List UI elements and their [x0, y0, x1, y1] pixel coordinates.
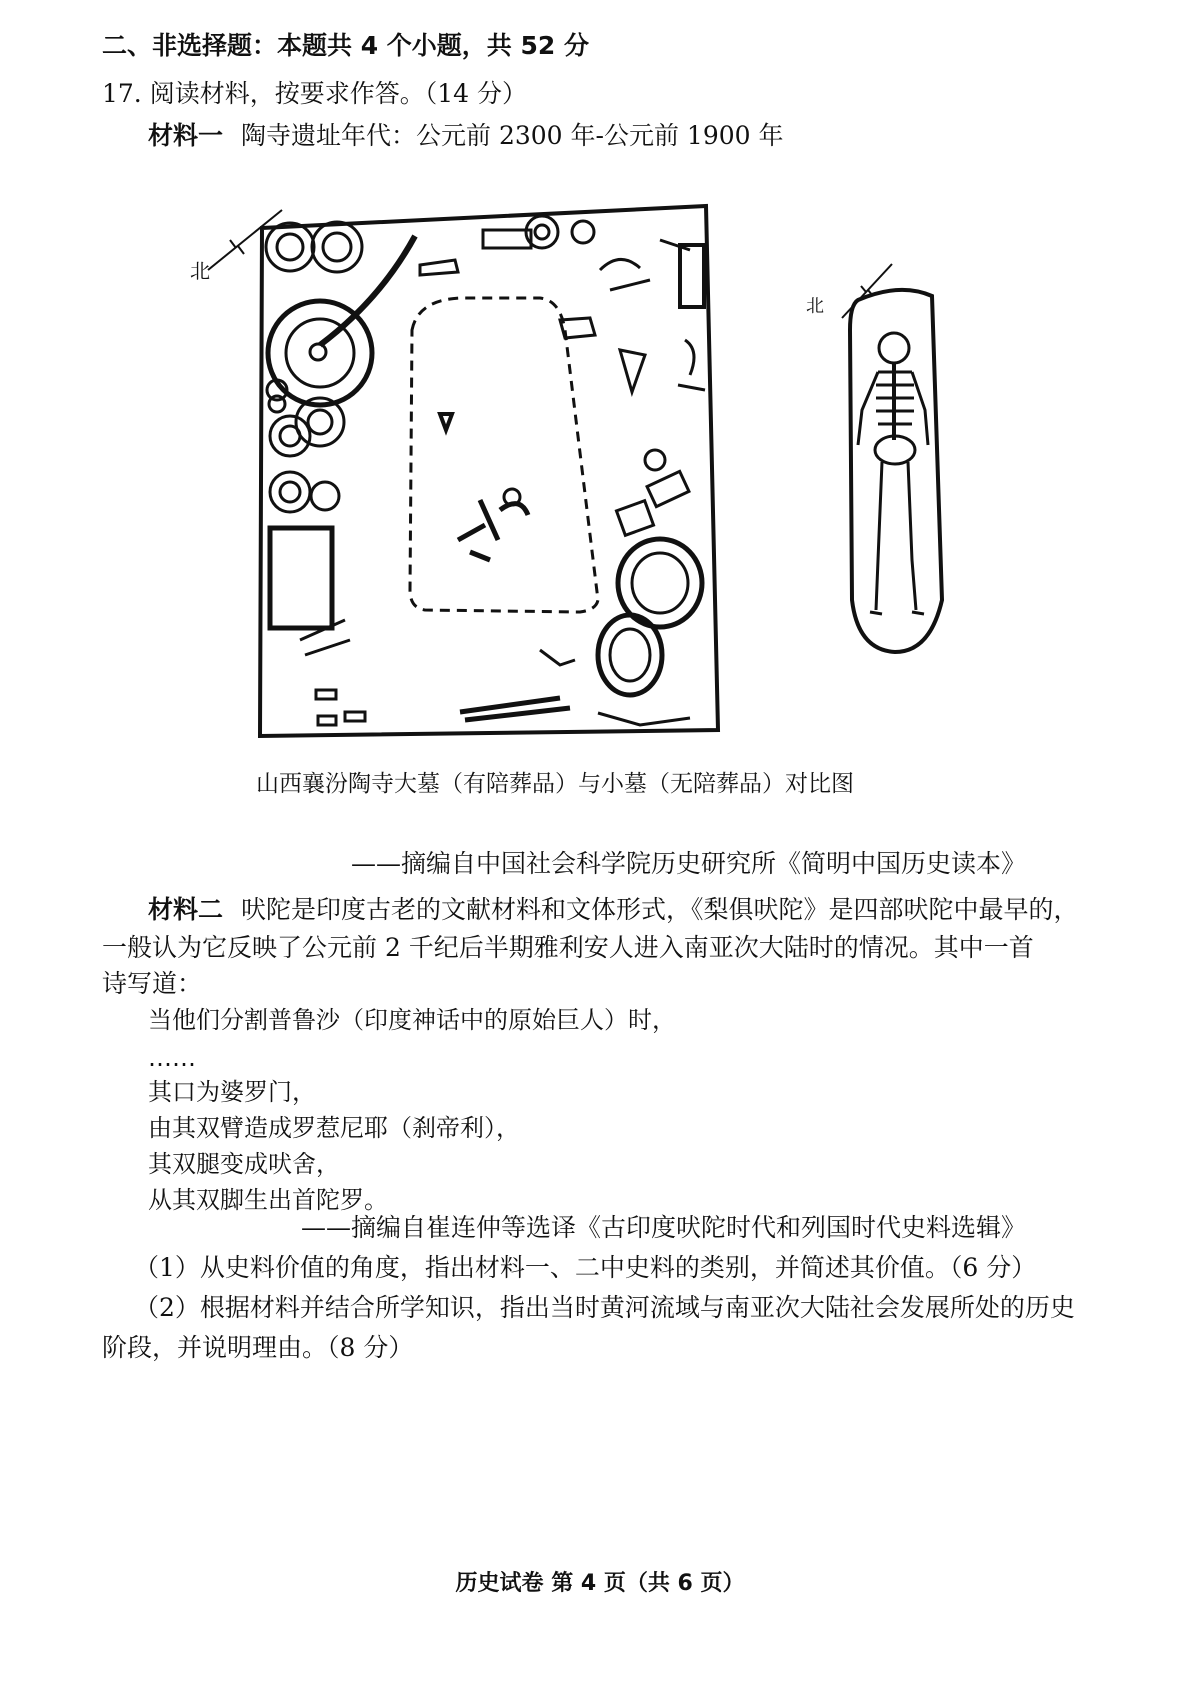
- page-footer: 历史试卷 第 4 页（共 6 页）: [455, 1571, 745, 1596]
- material-1-label: 材料一: [148, 121, 224, 150]
- material-1-source: ——摘编自中国社会科学院历史研究所《简明中国历史读本》: [350, 849, 1026, 878]
- figure-caption: 山西襄汾陶寺大墓（有陪葬品）与小墓（无陪葬品）对比图: [256, 771, 854, 797]
- question-17-title: 17. 阅读材料，按要求作答。（14 分）: [102, 79, 527, 108]
- poem-line: 其口为婆罗门，: [148, 1078, 316, 1106]
- poem-line: 从其双脚生出首陀罗。: [148, 1186, 388, 1214]
- material-2-source: ——摘编自崔连仲等选译《古印度吠陀时代和列国时代史料选辑》: [300, 1213, 1026, 1242]
- material-2-line-1: [148, 894, 1079, 926]
- large-tomb-drawing: [208, 206, 718, 736]
- poem-line: ……: [148, 1044, 196, 1072]
- material-1-text: 陶寺遗址年代：公元前 2300 年-公元前 1900 年: [241, 121, 784, 150]
- north-label-large: 北: [190, 259, 210, 283]
- tomb-comparison-figure: [0, 0, 1200, 760]
- poem-line: 由其双臂造成罗惹尼耶（刹帝利），: [148, 1114, 520, 1142]
- sub-question-2-line-2: 阶段，并说明理由。（8 分）: [102, 1333, 414, 1362]
- poem-line: 当他们分割普鲁沙（印度神话中的原始巨人）时，: [148, 1006, 676, 1034]
- small-tomb-drawing: [842, 264, 942, 652]
- material-2-line-2: 一般认为它反映了公元前 2 千纪后半期雅利安人进入南亚次大陆时的情况。其中一首: [102, 933, 1034, 962]
- material-2-line-3: 诗写道：: [102, 969, 203, 998]
- material-2-label: 材料二: [148, 895, 224, 924]
- section-heading: 二、非选择题：本题共 4 个小题，共 52 分: [102, 31, 590, 60]
- sub-question-1: （1）从史料价值的角度，指出材料一、二中史料的类别，并简述其价值。（6 分）: [134, 1253, 1037, 1282]
- sub-question-2-line-1: （2）根据材料并结合所学知识，指出当时黄河流域与南亚次大陆社会发展所处的历史: [134, 1293, 1075, 1322]
- material-2-text-1: 吠陀是印度古老的文献材料和文体形式，《梨俱吠陀》是四部吠陀中最早的，: [241, 895, 1079, 924]
- north-label-small: 北: [806, 296, 824, 317]
- poem-line: 其双腿变成吠舍，: [148, 1150, 340, 1178]
